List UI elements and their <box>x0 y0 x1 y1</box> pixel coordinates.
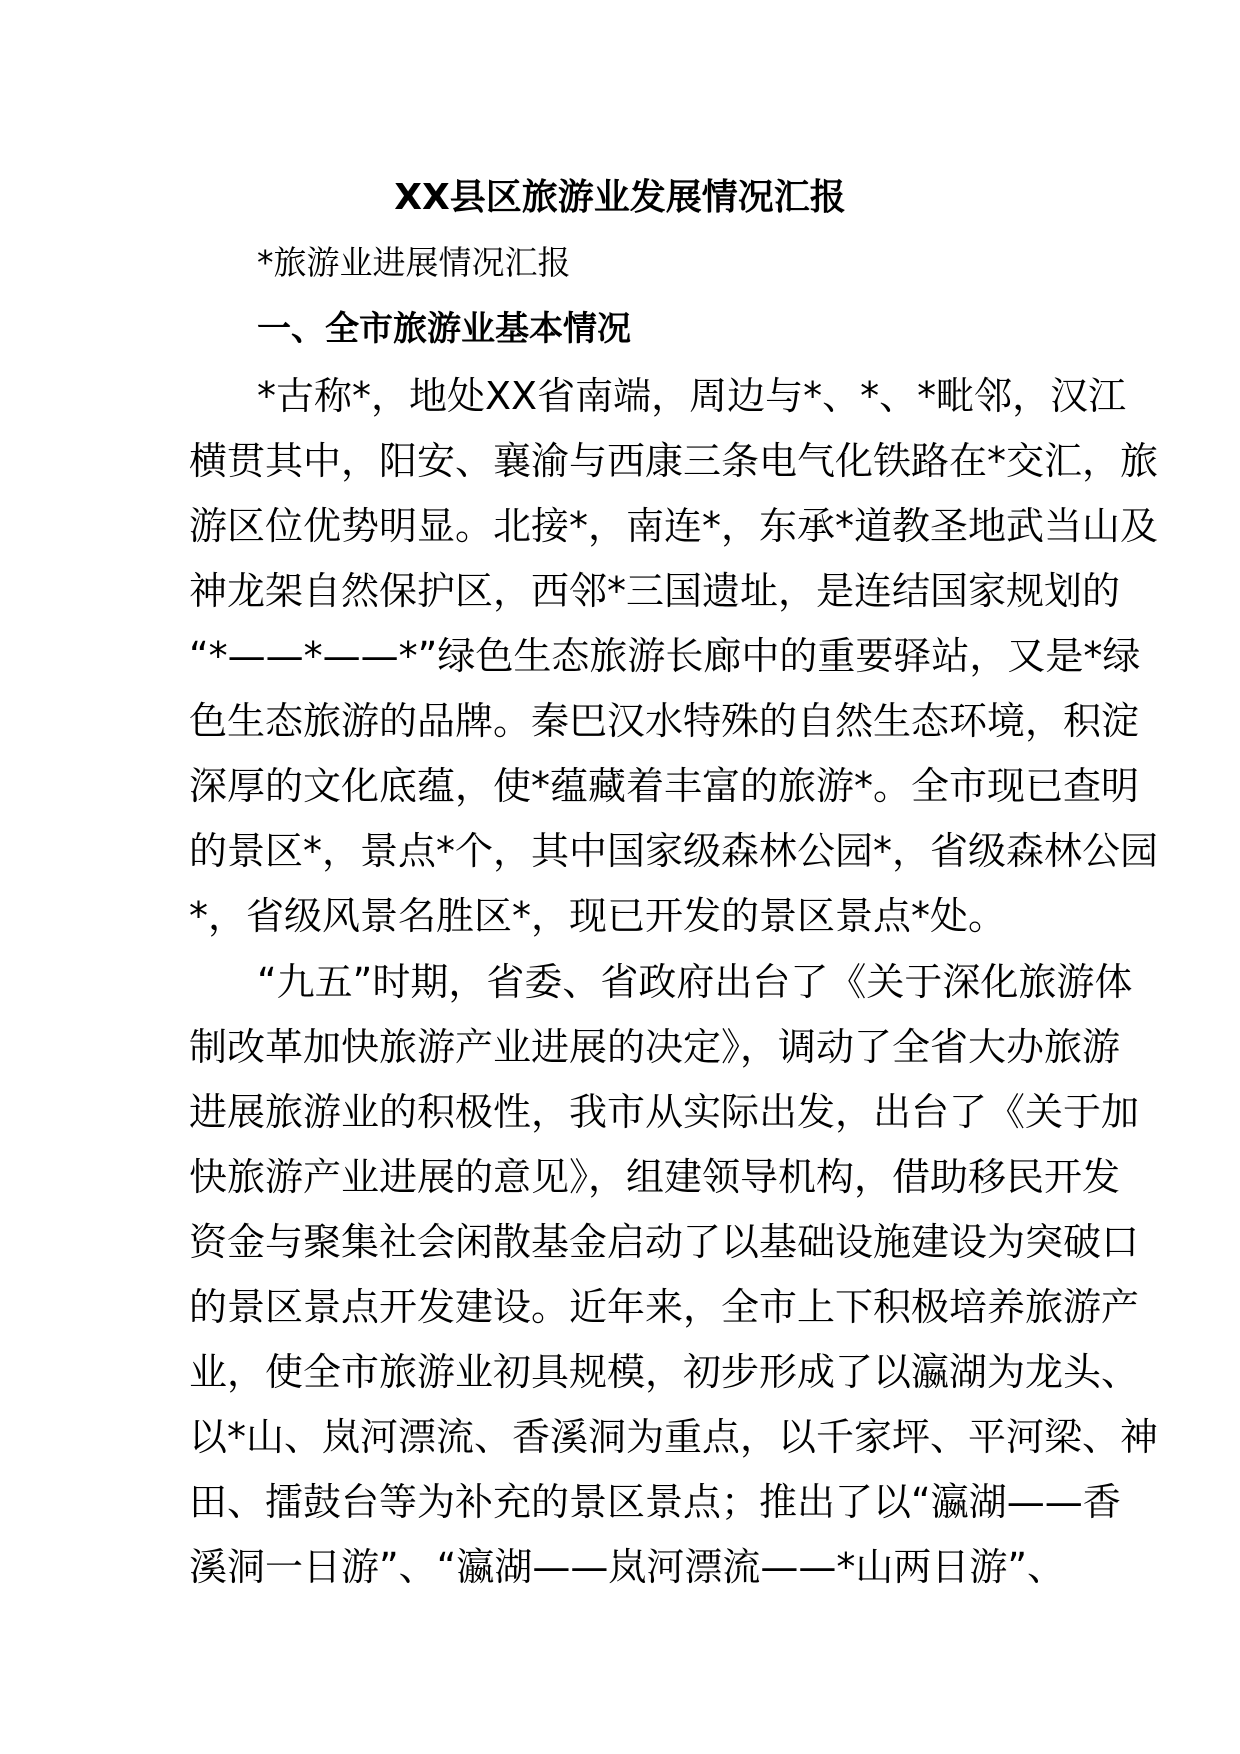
document-title: XX县区旅游业发展情况汇报 <box>394 177 846 218</box>
text-line: 以*山、岚河漂流、香溪洞为重点，以千家坪、平河梁、神 <box>189 1415 1159 1459</box>
text-line: 进展旅游业的积极性，我市从实际出发，出台了《关于加 <box>189 1090 1140 1134</box>
text-line: “*——*——*”绿色生态旅游长廊中的重要驿站，又是*绿 <box>189 634 1141 678</box>
document-subtitle: *旅游业进展情况汇报 <box>257 243 571 282</box>
section-heading: 一、全市旅游业基本情况 <box>257 309 631 349</box>
text-line: 游区位优势明显。北接*，南连*，东承*道教圣地武当山及 <box>189 504 1159 548</box>
text-line: 神龙架自然保护区，西邻*三国遗址，是连结国家规划的 <box>189 569 1121 613</box>
text-line: 溪洞一日游”、“瀛湖——岚河漂流——*山两日游”、 <box>189 1545 1066 1589</box>
text-line: 的景区*，景点*个，其中国家级森林公园*，省级森林公园 <box>189 829 1159 873</box>
text-line: 快旅游产业进展的意见》，组建领导机构，借助移民开发 <box>189 1155 1121 1199</box>
text-line: *，省级风景名胜区*，现已开发的景区景点*处。 <box>189 894 1007 938</box>
text-line: 的景区景点开发建设。近年来，全市上下积极培养旅游产 <box>189 1285 1140 1329</box>
text-line: 深厚的文化底蕴，使*蕴藏着丰富的旅游*。全市现已查明 <box>189 764 1140 808</box>
text-line: 业，使全市旅游业初具规模，初步形成了以瀛湖为龙头、 <box>189 1350 1140 1394</box>
paragraph-1 <box>189 364 1159 949</box>
text-line: *古称*，地处XX省南端，周边与*、*、*毗邻，汉江 <box>257 374 1127 418</box>
paragraph-2 <box>189 950 1159 1600</box>
text-line: 资金与聚集社会闲散基金启动了以基础设施建设为突破口 <box>189 1220 1140 1264</box>
text-line: 横贯其中，阳安、襄渝与西康三条电气化铁路在*交汇，旅 <box>189 439 1159 483</box>
text-line: 田、擂鼓台等为补充的景区景点；推出了以“瀛湖——香 <box>189 1480 1121 1524</box>
text-line: “九五”时期，省委、省政府出台了《关于深化旅游体 <box>257 960 1133 1004</box>
text-line: 制改革加快旅游产业进展的决定》，调动了全省大办旅游 <box>189 1025 1121 1069</box>
text-line: 色生态旅游的品牌。秦巴汉水特殊的自然生态环境，积淀 <box>189 699 1140 743</box>
